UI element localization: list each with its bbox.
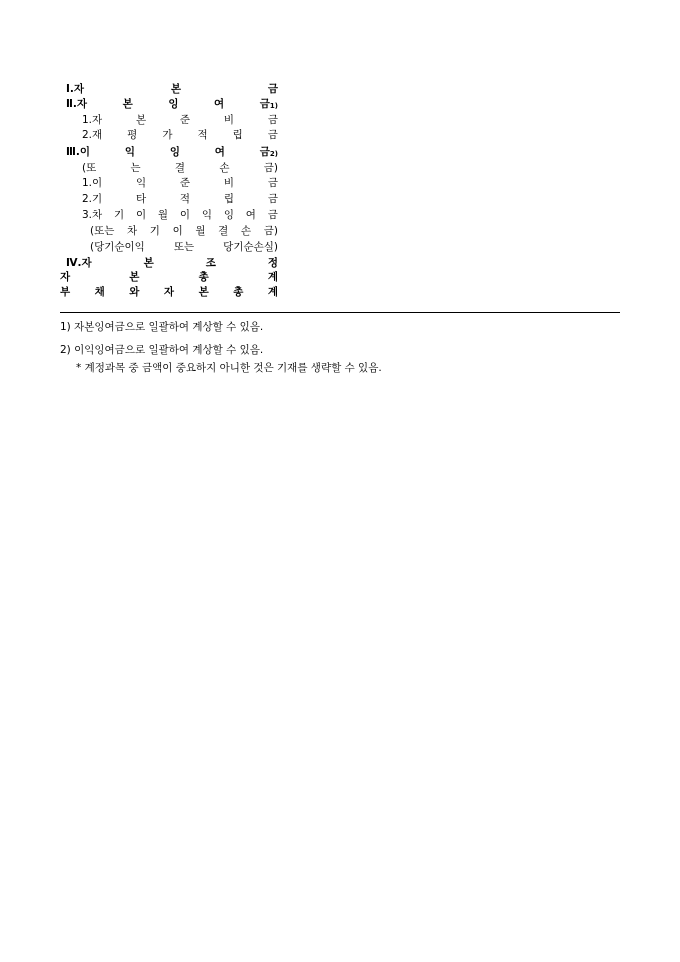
statement-token: 이 (179, 209, 191, 221)
statement-row-retained-earnings (66, 145, 278, 160)
statement-token: 월 (157, 209, 169, 221)
statement-token: 금) (263, 225, 278, 237)
statement-token: 1.이 (82, 177, 103, 189)
statement-row-total-capital (60, 270, 278, 284)
statement-token: 손 (240, 225, 252, 237)
statement-token: 익 (124, 146, 136, 158)
statement-token: 여 (245, 209, 256, 221)
statement-token: 금) (263, 162, 278, 174)
statement-token: 월 (195, 225, 206, 237)
statement-token: 가 (162, 129, 173, 141)
statement-row-revaluation-reserve (82, 128, 278, 142)
footnote-note: * 계정과목 중 금액이 중요하지 아니한 것은 기재를 생략할 수 있음. (76, 362, 382, 374)
footnote-2: 2) 이익잉여금으로 일괄하여 계상할 수 있음. (60, 344, 264, 356)
statement-token: 본 (129, 271, 140, 283)
statement-token: 잉 (168, 98, 179, 110)
statement-token: 금$^{1)}$ (259, 98, 278, 110)
statement-token: 2.기 (82, 193, 103, 205)
statement-token: 익 (135, 177, 147, 189)
statement-row-or-undisposed-deficit (90, 224, 278, 238)
statement-token: 본 (170, 83, 182, 95)
statement-token: 적 (179, 193, 191, 205)
statement-token: 금$^{2)}$ (259, 146, 278, 158)
statement-token: 본 (135, 114, 147, 126)
statement-token: 잉 (169, 146, 180, 158)
statement-token: 계 (267, 271, 278, 283)
statement-token: 본 (143, 257, 154, 269)
footnote-divider (60, 312, 620, 313)
statement-row-capital-surplus (66, 97, 278, 112)
statement-token: 여 (214, 146, 225, 158)
statement-row-other-reserve (82, 192, 278, 206)
statement-token: 금 (267, 193, 278, 205)
statement-token: 1.자 (82, 114, 103, 126)
statement-row-or-deficit (82, 161, 278, 175)
statement-token: 비 (223, 114, 235, 126)
statement-token: 금 (267, 129, 278, 141)
statement-token: 기 (149, 225, 160, 237)
statement-token: Ⅳ.자 (66, 257, 92, 269)
statement-token: (또는 (90, 225, 115, 237)
statement-token: Ⅱ.자 (66, 98, 88, 110)
statement-token: 립 (232, 129, 243, 141)
footnote-ref: 1) (269, 102, 278, 110)
statement-token: 비 (223, 177, 235, 189)
statement-token: 본 (198, 286, 209, 298)
statement-token: 정 (267, 257, 278, 269)
statement-token: 당기순손실) (223, 241, 278, 253)
statement-token: 자 (163, 286, 175, 298)
statement-token: 이 (135, 209, 147, 221)
statement-token: 익 (201, 209, 213, 221)
statement-token: 손 (219, 162, 230, 174)
statement-token: 부 (60, 286, 71, 298)
statement-token: 타 (135, 193, 147, 205)
statement-token: 3.차 (82, 209, 103, 221)
statement-token: 립 (223, 193, 235, 205)
statement-token: 채 (94, 286, 105, 298)
footnote-ref: 2) (269, 150, 278, 158)
statement-token: (또 (82, 162, 97, 174)
statement-token: 본 (122, 98, 133, 110)
statement-token: 총 (233, 286, 244, 298)
statement-row-net-income (90, 240, 278, 254)
statement-token: 적 (197, 129, 208, 141)
statement-token: 이 (172, 225, 183, 237)
statement-row-capital-adjustment (66, 256, 278, 270)
statement-token: 준 (179, 114, 191, 126)
statement-token: 계 (267, 286, 278, 298)
statement-token: 결 (218, 225, 229, 237)
statement-token: 총 (198, 271, 209, 283)
statement-token: 결 (174, 162, 186, 174)
statement-token: 기 (113, 209, 125, 221)
statement-token: 금 (267, 114, 278, 126)
statement-row-unappropriated (82, 208, 278, 222)
footnote-1: 1) 자본잉여금으로 일괄하여 계상할 수 있음. (60, 321, 264, 333)
statement-token: 잉 (223, 209, 234, 221)
statement-token: (당기순이익 (90, 241, 145, 253)
statement-token: Ⅲ.이 (66, 146, 91, 158)
statement-row-capital (66, 82, 278, 96)
statement-token: 금 (267, 83, 278, 95)
statement-token: 자 (60, 271, 71, 283)
statement-token: 또는 (173, 241, 195, 253)
statement-token: 조 (205, 257, 216, 269)
statement-token: 차 (127, 225, 138, 237)
statement-token: 평 (127, 129, 138, 141)
statement-token: 여 (214, 98, 225, 110)
statement-row-capital-reserve (82, 113, 278, 127)
statement-token: 는 (130, 162, 141, 174)
statement-token: Ⅰ.자 (66, 83, 85, 95)
statement-token: 2.재 (82, 129, 103, 141)
statement-token: 와 (129, 286, 140, 298)
statement-token: 금 (267, 209, 278, 221)
statement-token: 준 (179, 177, 191, 189)
statement-token: 금 (267, 177, 278, 189)
statement-row-earned-reserve (82, 176, 278, 190)
statement-row-total-liab-capital (60, 285, 278, 299)
